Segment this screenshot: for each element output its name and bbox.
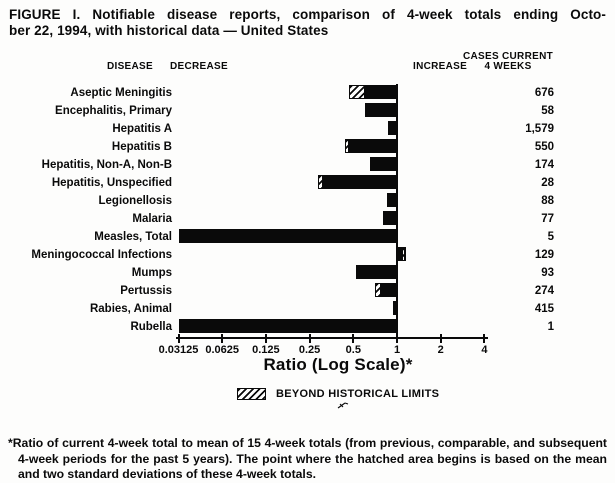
cases-value: 415 [534,303,554,315]
cases-value: 676 [534,87,554,99]
ratio-bar [365,103,398,117]
cases-value: 77 [541,213,554,225]
cases-value: 174 [534,159,554,171]
ratio-one-baseline [396,84,398,340]
beyond-limits-legend-swatch [237,388,266,400]
disease-label: Hepatitis A [112,123,172,135]
stray-pen-mark-artifact [336,400,350,410]
column-header-decrease: DECREASE [170,61,228,72]
figure-footnote: *Ratio of current 4-week total to mean of 15 4-week totals (from previous, comparable, and subsequent 4-week periods for the past 5 years). The point where the hatched area begins is based on the mean and two standard deviations of these 4-week totals. [8,436,607,481]
disease-label: Pertussis [120,285,172,297]
disease-label: Malaria [132,213,172,225]
cases-value: 88 [541,195,554,207]
figure-title-line2: ber 22, 1994, with historical data — United States [9,23,329,38]
beyond-limits-hatch [318,175,323,189]
cases-value: 93 [541,267,554,279]
ratio-bar [345,139,398,153]
disease-label: Aseptic Meningitis [70,87,172,99]
cases-value: 550 [534,141,554,153]
ratio-bar [179,319,399,333]
cases-value: 58 [541,105,554,117]
cases-value: 28 [541,177,554,189]
x-axis-title: Ratio (Log Scale)* [263,355,413,374]
disease-label: Rubella [130,321,172,333]
axis-tick-label: 0.5 [345,344,361,356]
axis-tick-label: 0.25 [298,344,321,356]
column-header-cases-line2: 4 WEEKS [484,61,532,72]
cases-value: 274 [534,285,554,297]
cases-value: 129 [534,249,554,261]
column-header-disease: DISEASE [106,61,153,72]
column-header-cases-line1: CASES CURRENT [462,51,554,62]
ratio-bar [179,229,399,243]
axis-tick-label: 1 [393,344,401,356]
disease-label: Hepatitis B [111,141,172,153]
cases-value: 1 [547,321,554,333]
cases-value: 5 [547,231,554,243]
ratio-bar [370,157,398,171]
cases-value: 1,579 [525,123,554,135]
axis-tick-label: 0.03125 [158,344,199,356]
beyond-limits-hatch [349,85,364,99]
disease-label: Meningococcal Infections [31,249,172,261]
beyond-limits-hatch [375,283,381,297]
beyond-limits-hatch [402,247,405,261]
disease-label: Rabies, Animal [89,303,172,315]
axis-tick-label: 0.125 [252,344,280,356]
disease-label: Mumps [131,267,172,279]
ratio-bar [356,265,398,279]
disease-label: Encephalitis, Primary [55,105,172,117]
ratio-bar [318,175,398,189]
disease-label: Measles, Total [94,231,172,243]
beyond-limits-legend-label: BEYOND HISTORICAL LIMITS [276,388,440,400]
column-header-increase: INCREASE [413,61,468,72]
beyond-limits-hatch [345,139,349,153]
x-axis-line [176,337,488,339]
axis-tick-label: 4 [481,344,488,356]
axis-tick-label: 0.0625 [205,344,240,356]
disease-label: Hepatitis, Unspecified [51,177,172,189]
figure-title-line1: FIGURE I. Notifiable disease reports, comparison of 4-week totals ending Octo- [9,7,606,22]
disease-label: Hepatitis, Non-A, Non-B [41,159,172,171]
disease-label: Legionellosis [98,195,172,207]
axis-tick-label: 2 [437,344,444,356]
